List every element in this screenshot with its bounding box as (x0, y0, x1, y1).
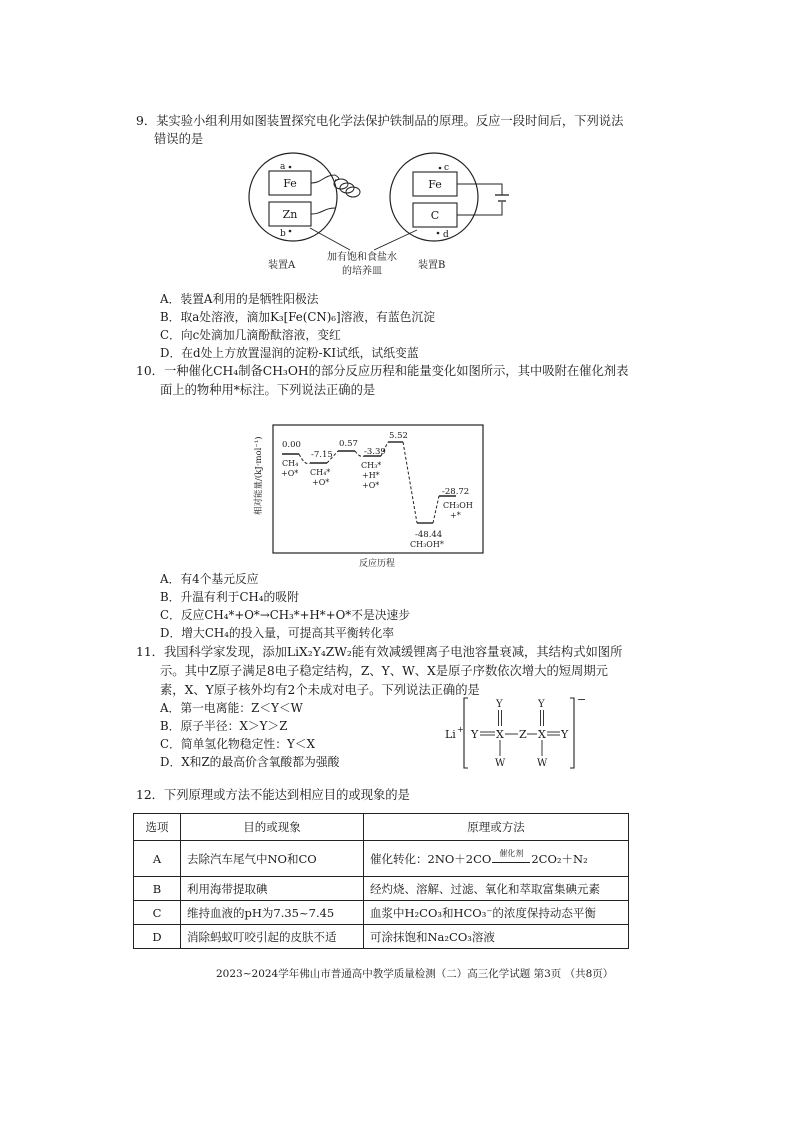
point-b-label: b (280, 229, 286, 239)
row-b-purpose: 利用海带提取碘 (181, 877, 364, 901)
row-d-purpose: 消除蚂蚁叮咬引起的皮肤不适 (181, 925, 364, 949)
q10-stem-line1: 10．一种催化CH₄制备CH₃OH的部分反应历程和能量变化如图所示，其中吸附在催化剂表 (136, 364, 629, 378)
row-c-option: C (134, 901, 181, 925)
li-symbol: Li (445, 728, 456, 741)
q10-option-a: A．有4个基元反应 (160, 572, 259, 586)
row-b-method: 经灼烧、溶解、过滤、氧化和萃取富集碘元素 (364, 877, 629, 901)
table-row (134, 925, 629, 949)
svg-text:W: W (495, 758, 506, 769)
q10-energy-profile-chart (250, 420, 490, 572)
value-7: -28.72 (442, 487, 470, 497)
q11-stem-line3: 素，X、Y原子核外均有2个未成对电子。下列说法正确的是 (160, 683, 480, 697)
value-4: -3.39 (364, 447, 386, 457)
right-bracket (570, 698, 574, 768)
q10-option-d: D．增大CH₄的投入量，可提高其平衡转化率 (160, 626, 395, 640)
svg-text:Y: Y (471, 728, 479, 741)
device-b-label: 装置B (418, 260, 446, 271)
value-1: 0.00 (282, 440, 301, 450)
q11-stem-line1: 11．我国科学家发现，添加LiX₂Y₄ZW₂能有效减缓锂离子电池容量衰减，其结构式如图所 (136, 645, 623, 659)
header-option: 选项 (134, 814, 181, 841)
row-a-method: 催化转化：2NO＋2CO $^{催化剂}$ 2CO₂＋N₂ (364, 841, 629, 877)
svg-text:X: X (538, 728, 546, 741)
fe-label-a: Fe (283, 177, 297, 190)
q11-stem-line2: 示。其中Z原子满足8电子稳定结构，Z、Y、W、X是原子序数依次增大的短周期元 (160, 664, 608, 678)
point-a-label: a (280, 162, 286, 172)
header-purpose: 目的或现象 (181, 814, 364, 841)
species-3a: CH₃* (361, 461, 382, 470)
row-d-option: D (134, 925, 181, 949)
q11-option-a: A．第一电离能：Z＜Y＜W (160, 701, 303, 715)
svg-text:Y: Y (538, 699, 545, 710)
wire-coil (334, 179, 348, 189)
q9-option-a: A．装置A利用的是牺牲阳极法 (160, 292, 319, 306)
dish-b-outline (390, 153, 478, 241)
q10-stem-line2: 面上的物种用*标注。下列说法正确的是 (160, 383, 376, 397)
q9-stem-line1: 9．某实验小组利用如图装置探究电化学法保护铁制品的原理。反应一段时间后，下列说法 (136, 114, 624, 128)
q9-option-d: D．在d处上方放置湿润的淀粉-KI试纸，试纸变蓝 (160, 346, 419, 360)
row-a-purpose: 去除汽车尾气中NO和CO (181, 841, 364, 877)
species-1b: +O* (281, 469, 299, 478)
value-2: -7.15 (311, 450, 333, 460)
species-4: CH₃OH* (410, 540, 444, 549)
dish-label-line2: 的培养皿 (342, 266, 382, 277)
anion-charge: − (577, 693, 587, 706)
svg-text:X: X (496, 728, 504, 741)
species-5a: CH₃OH (443, 501, 473, 510)
species-3c: +O* (362, 481, 380, 490)
value-3: 0.57 (339, 439, 358, 449)
q10-option-b: B．升温有利于CH₄的吸附 (160, 590, 299, 604)
q9-option-b: B．取a处溶液，滴加K₃[Fe(CN)₆]溶液，有蓝色沉淀 (160, 310, 436, 324)
q9-apparatus-figure (240, 150, 570, 280)
species-5b: +* (450, 511, 461, 520)
row-c-purpose: 维持血液的pH为7.35~7.45 (181, 901, 364, 925)
q12-table (133, 813, 629, 949)
li-charge: + (457, 725, 464, 734)
fe-label-b: Fe (428, 178, 442, 191)
point-c-label: c (444, 163, 450, 173)
q12-stem: 12．下列原理或方法不能达到相应目的或现象的是 (136, 788, 410, 802)
q9-stem-line2: 错误的是 (154, 132, 204, 146)
svg-text:Y: Y (561, 728, 569, 741)
table-row (134, 841, 629, 877)
carbon-label: C (430, 209, 440, 222)
row-a-option: A (134, 841, 181, 877)
species-2b: +O* (312, 478, 330, 487)
q11-structure-formula (440, 690, 590, 772)
row-c-method: 血浆中H₂CO₃和HCO₃⁻的浓度保持动态平衡 (364, 901, 629, 925)
species-2a: CH₄* (310, 468, 331, 477)
dish-a-outline (249, 153, 337, 241)
q11-option-b: B．原子半径：X＞Y＞Z (160, 719, 288, 733)
device-a-label: 装置A (268, 260, 296, 271)
row-d-method: 可涂抹饱和Na₂CO₃溶液 (364, 925, 629, 949)
q10-option-c: C．反应CH₄*+O*→CH₃*+H*+O*不是决速步 (160, 608, 411, 622)
species-3b: +H* (362, 471, 380, 480)
table-header-row (134, 814, 629, 841)
species-1a: CH₄ (282, 459, 299, 468)
page-footer: 2023~2024学年佛山市普通高中教学质量检测（二）高三化学试题 第3页 （共8页） (216, 968, 614, 980)
value-5: 5.52 (389, 431, 408, 441)
point-d-label: d (443, 230, 449, 240)
dish-label-line1: 加有饱和食盐水 (327, 252, 397, 263)
zn-label: Zn (282, 208, 298, 221)
svg-text:W: W (537, 758, 548, 769)
q11-option-c: C．简单氢化物稳定性：Y＜X (160, 737, 315, 751)
chart-ylabel: 相对能量/(kJ·mol⁻¹) (254, 436, 264, 515)
table-row (134, 901, 629, 925)
q9-option-c: C．向c处滴加几滴酚酞溶液，变红 (160, 328, 341, 342)
row-b-option: B (134, 877, 181, 901)
value-6: -48.44 (415, 530, 443, 540)
svg-text:Y: Y (496, 699, 503, 710)
table-row (134, 877, 629, 901)
chart-xlabel: 反应历程 (358, 559, 396, 569)
svg-text:Z: Z (519, 728, 527, 741)
header-method: 原理或方法 (364, 814, 629, 841)
left-bracket (464, 698, 468, 768)
q11-option-d: D．X和Z的最高价含氧酸都为强酸 (160, 755, 340, 769)
catalyst-label: 催化剂 (499, 848, 524, 858)
